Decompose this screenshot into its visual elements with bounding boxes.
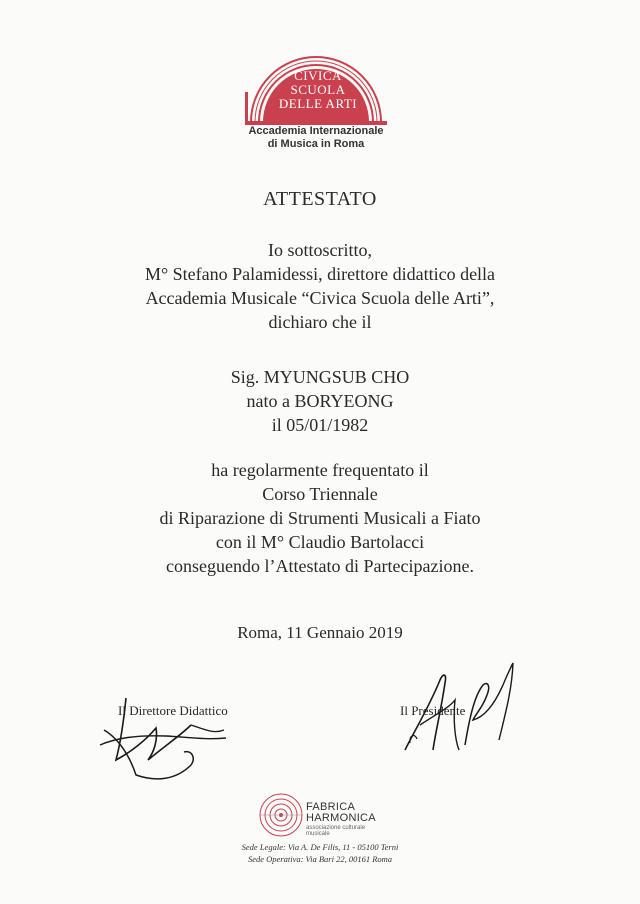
footer-logo-line2: HARMONICA <box>306 812 376 824</box>
person-birthplace: nato a BORYEONG <box>246 391 394 411</box>
person-name: Sig. MYUNGSUB CHO <box>230 367 410 387</box>
declaration-line: dichiaro che il <box>268 312 372 332</box>
declaration-block <box>0 238 640 334</box>
operative-address: Sede Operativa: Via Bari 22, 00161 Roma <box>247 854 393 864</box>
course-line: ha regolarmente frequentato il <box>211 460 429 480</box>
declaration-line: Accademia Musicale “Civica Scuola delle Arti”, <box>145 288 495 308</box>
declaration-line: Io sottoscritto, <box>268 240 372 260</box>
fabrica-harmonica-emblem <box>258 792 304 838</box>
logo-text-line2: SCUOLA <box>290 82 346 97</box>
logo-text-line1: CIVICA <box>294 68 342 83</box>
course-line: Corso Triennale <box>262 484 378 504</box>
footer-logo-line1: FABRICA <box>306 801 356 813</box>
logo-text-line3: DELLE ARTI <box>278 96 358 111</box>
course-line: di Riparazione di Strumenti Musicali a Fiato <box>159 508 481 528</box>
course-line: con il M° Claudio Bartolacci <box>215 532 425 552</box>
director-label: Il Direttore Didattico <box>118 703 228 718</box>
place-date: Roma, 11 Gennaio 2019 <box>237 623 403 642</box>
registered-address: Sede Legale: Via A. De Filis, 11 - 05100 Terni <box>241 842 399 852</box>
school-logo <box>231 52 401 150</box>
logo-subtitle-line1: Accademia Internazionale <box>248 125 384 137</box>
logo-subtitle-line2: di Musica in Roma <box>267 138 365 150</box>
course-line: conseguendo l’Attestato di Partecipazione. <box>166 556 474 576</box>
director-signature <box>96 690 236 785</box>
president-label: Il Presidente <box>400 703 466 718</box>
person-block <box>0 365 640 437</box>
fabrica-harmonica-logo <box>256 790 386 840</box>
person-birthdate: il 05/01/1982 <box>271 415 369 435</box>
course-block <box>0 458 640 578</box>
president-signature <box>395 655 525 760</box>
declaration-line: M° Stefano Palamidessi, direttore didattico della <box>144 264 496 284</box>
footer-logo-line3: associazione culturale musicale <box>306 825 366 837</box>
document-title: ATTESTATO <box>263 188 377 210</box>
